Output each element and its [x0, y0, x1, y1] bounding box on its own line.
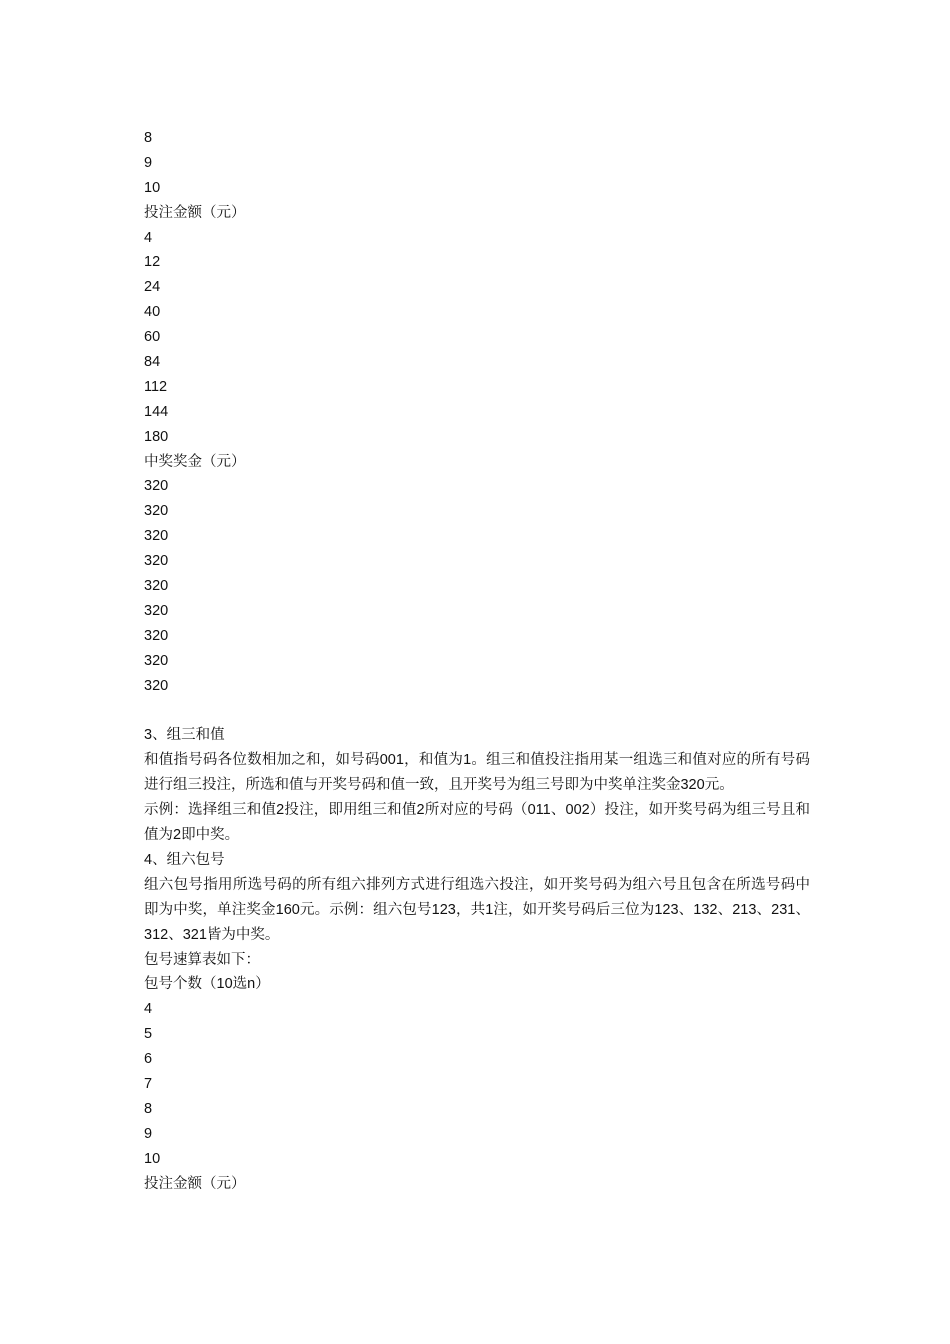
section-heading: 4、组六包号 — [144, 851, 225, 868]
list-item: 320 — [144, 677, 169, 694]
table-continuation — [144, 126, 810, 698]
list-item: 320 — [144, 478, 169, 495]
amount-header: 投注金额（元） — [144, 204, 246, 221]
list-item: 320 — [144, 652, 169, 669]
list-item: 8 — [144, 1100, 153, 1117]
list-item: 8 — [144, 130, 153, 146]
document-page — [144, 126, 810, 1196]
list-item: 12 — [144, 254, 161, 271]
list-item: 9 — [144, 154, 153, 171]
list-item: 112 — [144, 378, 168, 395]
list-item: 24 — [144, 279, 161, 296]
list-item: 10 — [144, 179, 161, 196]
list-item: 180 — [144, 428, 169, 445]
list-item: 320 — [144, 503, 169, 520]
list-item: 144 — [144, 403, 169, 420]
list-item: 6 — [144, 1051, 153, 1068]
prize-header: 中奖奖金（元） — [144, 453, 246, 470]
paragraph: 示例：选择组三和值2投注，即用组三和值2所对应的号码（011、002）投注，如开奖号码为组三号且和值为2即中奖。 — [144, 802, 810, 843]
list-item: 60 — [144, 329, 161, 346]
list-item: 320 — [144, 553, 169, 570]
list-item: 84 — [144, 354, 161, 371]
list-item: 320 — [144, 627, 169, 644]
list-item: 320 — [144, 578, 169, 595]
section-heading: 3、组三和值 — [144, 727, 225, 744]
list-item: 40 — [144, 304, 161, 321]
paragraph: 和值指号码各位数相加之和，如号码001，和值为1。组三和值投注指用某一组选三和值对应的所有号码进行组三投注，所选和值与开奖号码和值一致，且开奖号为组三号即为中奖单注奖金320元。 — [144, 752, 810, 794]
section-zuliu-baohao — [144, 848, 810, 1197]
table-intro: 包号速算表如下： — [144, 951, 260, 968]
amount-header: 投注金额（元） — [144, 1175, 246, 1192]
paragraph: 组六包号指用所选号码的所有组六排列方式进行组选六投注，如开奖号码为组六号且包含在所选号码中即为中奖，单注奖金160元。示例：组六包号123，共1注，如开奖号码后三位为123、132、213、231、312、321皆为中奖。 — [144, 876, 810, 943]
list-item: 10 — [144, 1150, 161, 1167]
list-item: 9 — [144, 1125, 153, 1142]
list-item: 4 — [144, 1001, 153, 1018]
count-header: 包号个数（10选n） — [144, 976, 270, 993]
list-item: 4 — [144, 229, 153, 246]
list-item: 5 — [144, 1026, 153, 1043]
section-zusan-hezhi — [144, 723, 810, 848]
list-item: 7 — [144, 1075, 153, 1092]
list-item: 320 — [144, 602, 169, 619]
blank-line — [144, 698, 810, 723]
list-item: 320 — [144, 528, 169, 545]
